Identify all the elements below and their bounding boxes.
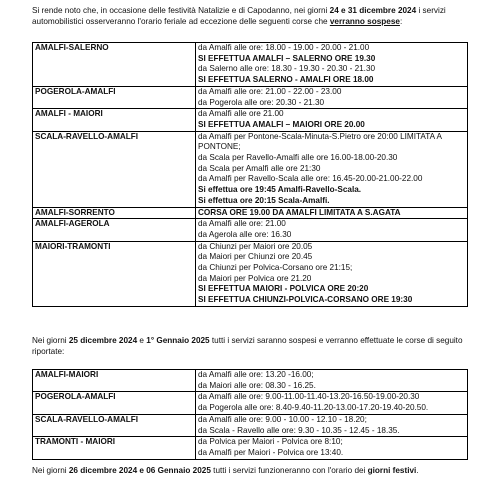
schedule-cell	[196, 437, 468, 459]
mid-date-1: 25 dicembre 2024	[68, 336, 138, 345]
schedule-note: SI EFFETTUA AMALFI – MAIORI ORE 20.00	[198, 119, 365, 129]
schedule-line: da Amalfi alle ore: 9.00 - 10.00 - 12.10 - 18.20;	[198, 414, 367, 424]
schedule-cell	[196, 392, 468, 414]
schedule-cell	[196, 131, 468, 207]
schedule-note: Si effettua ore 19:45 Amalfi-Ravello-Scala.	[198, 185, 362, 195]
table-row	[33, 86, 468, 108]
intro-suspended: verranno sospese	[329, 17, 400, 26]
mid-date-2: 1° Gennaio 2025	[146, 336, 210, 345]
outro-text-1: Nei giorni	[32, 466, 69, 475]
schedule-line: da Amalfi alle ore: 21.00	[198, 219, 286, 229]
schedule-line: da Amalfi alle ore: 13.20 -16.00;	[198, 370, 314, 379]
schedule-line: da Maiori per Chiunzi ore 20.45	[198, 252, 313, 262]
intro-text-3: :	[399, 17, 403, 26]
route-name: MAIORI-TRAMONTI	[33, 241, 196, 306]
mid-text-1: Nei giorni	[32, 336, 69, 345]
schedule-line: da Pogerola alle ore: 20.30 - 21.30	[198, 97, 325, 107]
schedule-line: da Salerno alle ore: 18.30 - 19.30 - 20.30 - 21.30	[198, 64, 376, 74]
schedule-line: da Amalfi alle ore: 21.00 - 22.00 - 23.00	[198, 86, 342, 96]
route-name: AMALFI-AGEROLA	[33, 219, 196, 241]
schedule-line: PONTONE;	[198, 142, 241, 152]
table-row	[33, 207, 468, 219]
table-row	[33, 219, 468, 241]
schedule-cell	[196, 109, 468, 131]
table-row	[33, 370, 468, 392]
schedule-note: Si effettua ore 20:15 Scala-Amalfi.	[198, 195, 330, 205]
route-name: AMALFI-SALERNO	[33, 43, 196, 87]
schedule-note: SI EFFETTUA AMALFI – SALERNO ORE 19.30	[198, 53, 376, 63]
route-name: SCALA-RAVELLO-AMALFI	[33, 131, 196, 207]
schedule-line: da Chiunzi per Polvica-Corsano ore 21:15;	[198, 263, 353, 273]
outro-text-2: tutti i servizi funzioneranno con l'orario dei	[210, 466, 368, 475]
outro-text-3: .	[416, 466, 419, 475]
mid-text-3: tutti i servizi saranno sospesi e verranno effettuate le corse di seguito riportate:	[32, 336, 463, 356]
schedule-line: da Amalfi alle ore: 9.00-11.00-11.40-13.20-16.50-19.00-20.30	[198, 392, 420, 402]
schedule-line: da Amalfi alle ore 21.00	[198, 109, 284, 119]
route-name: POGEROLA-AMALFI	[33, 86, 196, 108]
schedule-line: da Amalfi alle ore: 18.00 - 19.00 - 20.00 - 21.00	[198, 43, 370, 52]
schedule-cell	[196, 219, 468, 241]
schedule-note: SI EFFETTUA SALERNO - AMALFI ORE 18.00	[198, 75, 374, 85]
schedule-cell	[196, 86, 468, 108]
intro-text-1: Si rende noto che, in occasione delle festività Natalizie e di Capodanno, nei giorni	[32, 6, 330, 15]
route-name: AMALFI - MAIORI	[33, 109, 196, 131]
table-row	[33, 437, 468, 459]
schedule-line: da Amalfi per Maiori - Polvica ore 13:40.	[198, 447, 344, 457]
table-row	[33, 414, 468, 436]
table-row	[33, 109, 468, 131]
outro-dates: 26 dicembre 2024 e 06 Gennaio 2025	[68, 466, 211, 475]
route-name: POGEROLA-AMALFI	[33, 392, 196, 414]
schedule-line: da Maiori alle ore: 08.30 - 16.25.	[198, 380, 316, 390]
schedule-line: da Scala per Amalfi alle ore 21:30	[198, 163, 321, 173]
route-name: AMALFI-MAIORI	[33, 370, 196, 392]
route-name: AMALFI-SORRENTO	[33, 207, 196, 219]
table-row	[33, 43, 468, 87]
schedule-line: da Pogerola alle ore: 8.40-9.40-11.20-13.00-17.20-19.40-20.50.	[198, 403, 429, 413]
intro-text-2: i servizi automobilistici osserveranno l'orario feriale ad eccezione delle seguenti corse che	[32, 6, 446, 26]
mid-text-2: e	[137, 336, 147, 345]
schedule-cell	[196, 43, 468, 87]
intro-dates: 24 e 31 dicembre 2024	[329, 6, 417, 15]
outro-festive: giorni festivi	[367, 466, 417, 475]
route-name: TRAMONTI - MAIORI	[33, 437, 196, 459]
table-row	[33, 241, 468, 306]
holiday-paragraph	[32, 335, 472, 357]
schedule-line: da Maiori per Polvica ore 21.20	[198, 273, 312, 283]
schedule-cell	[196, 414, 468, 436]
schedule-line: da Scala per Ravello-Amalfi alle ore 16.00-18.00-20.30	[198, 153, 398, 163]
schedule-line: da Scala - Ravello alle ore: 9.30 - 10.35 - 12.45 - 18.35.	[198, 425, 400, 435]
schedule-line: da Chiunzi per Maiori ore 20.05	[198, 241, 313, 251]
schedule-cell	[196, 241, 468, 306]
schedule-line: da Agerola alle ore: 16.30	[198, 229, 292, 239]
schedule-note: SI EFFETTUA MAIORI - POLVICA ORE 20:20	[198, 284, 369, 294]
suspended-services-table	[32, 42, 468, 307]
schedule-cell	[196, 207, 468, 219]
table-row	[33, 131, 468, 207]
schedule-line: da Amalfi per Ravello-Scala alle ore: 16.45-20.00-21.00-22.00	[198, 174, 423, 184]
schedule-line: da Amalfi per Pontone-Scala-Minuta-S.Pietro ore 20:00 LIMITATA A	[198, 131, 442, 141]
schedule-cell	[196, 370, 468, 392]
holiday-services-table	[32, 369, 468, 460]
schedule-note: SI EFFETTUA CHIUNZI-POLVICA-CORSANO ORE 19:30	[198, 295, 413, 305]
festive-paragraph	[32, 465, 472, 476]
schedule-note: CORSA ORE 19.00 DA AMALFI LIMITATA A S.AGATA	[198, 207, 401, 217]
route-name: SCALA-RAVELLO-AMALFI	[33, 414, 196, 436]
table-row	[33, 392, 468, 414]
intro-paragraph	[32, 5, 472, 27]
schedule-line: da Polvica per Maiori - Polvica ore 8:10;	[198, 437, 343, 447]
